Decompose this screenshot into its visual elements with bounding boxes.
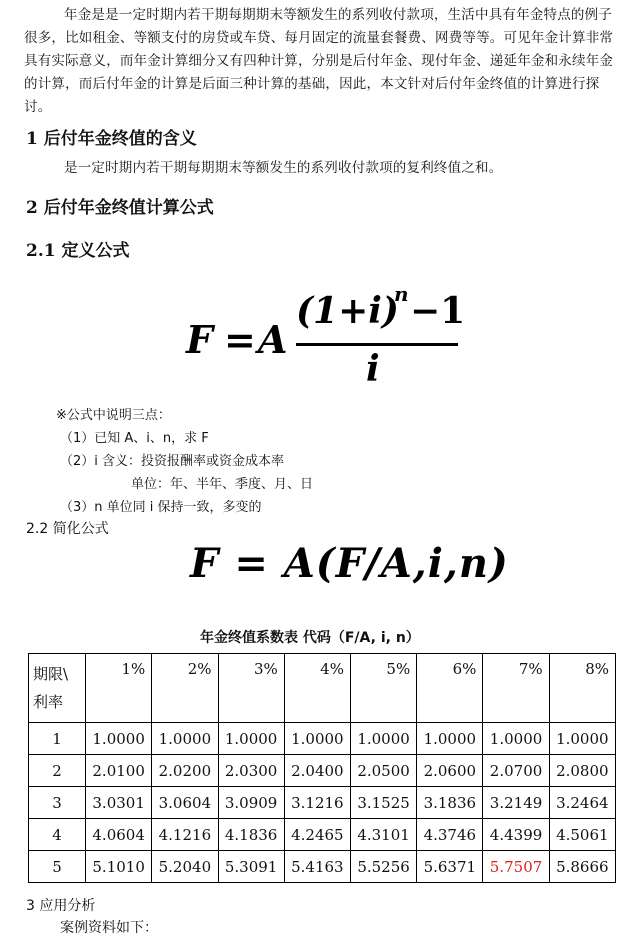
note-1: （1）已知 A、i、n，求 F <box>60 431 209 446</box>
factor-cell: 3.2149 <box>483 787 549 819</box>
table-corner-cell <box>29 654 86 723</box>
period-cell: 4 <box>29 819 86 851</box>
factor-cell: 3.1216 <box>284 787 350 819</box>
table-row <box>29 819 616 851</box>
factor-cell: 5.6371 <box>417 851 483 883</box>
annuity-factor-table <box>28 653 616 883</box>
formula-exponent: n <box>394 282 409 306</box>
factor-cell: 5.1010 <box>86 851 152 883</box>
factor-cell: 4.4399 <box>483 819 549 851</box>
factor-cell: 5.5256 <box>350 851 416 883</box>
factor-cell: 4.1216 <box>152 819 218 851</box>
notes-title: ※公式中说明三点： <box>56 408 171 423</box>
period-cell: 3 <box>29 787 86 819</box>
rate-header: 3% <box>218 654 284 723</box>
table-row <box>29 755 616 787</box>
factor-cell: 3.1525 <box>350 787 416 819</box>
factor-cell: 5.7507 <box>483 851 549 883</box>
formula-equals: = <box>224 317 256 362</box>
factor-cell: 4.0604 <box>86 819 152 851</box>
factor-cell: 5.3091 <box>218 851 284 883</box>
rate-header: 8% <box>549 654 615 723</box>
factor-cell: 5.2040 <box>152 851 218 883</box>
intro-paragraph: 年金是是一定时期内若干期每期期末等额发生的系列收付款项，生活中具有年金特点的例子很多，比如租金、等额支付的房贷或车贷、每月固定的流量套餐费、网费等等。可见年金计算非常具有实际意义，而年金计算细分又有四种计算，分别是后付年金、现付年金、递延年金和永续年金的计算，而后付年金的计算是后面三种计算的基础，因此，本文针对后付年金终值的计算进行探讨。 <box>24 7 614 115</box>
table-caption: 年金终值系数表 代码（F/A, i, n） <box>200 630 420 646</box>
section-2-2-heading: 2.2 简化公式 <box>26 521 109 537</box>
period-cell: 5 <box>29 851 86 883</box>
period-cell: 1 <box>29 723 86 755</box>
note-2-units: 单位：年、半年、季度、月、日 <box>131 477 314 492</box>
corner-rate-label: 利率 <box>33 693 64 711</box>
corner-period-label: 期限\ <box>33 665 69 683</box>
factor-cell: 3.0909 <box>218 787 284 819</box>
factor-cell: 4.2465 <box>284 819 350 851</box>
rate-header: 6% <box>417 654 483 723</box>
section-3-text: 案例资料如下： <box>60 920 158 936</box>
section-1-heading: 1 后付年金终值的含义 <box>26 129 197 149</box>
factor-cell: 3.0301 <box>86 787 152 819</box>
table-header-row <box>29 654 616 723</box>
factor-cell: 2.0100 <box>86 755 152 787</box>
section-2-1-heading: 2.1 定义公式 <box>26 241 130 261</box>
factor-cell: 4.3746 <box>417 819 483 851</box>
factor-cell: 2.0300 <box>218 755 284 787</box>
factor-cell: 3.0604 <box>152 787 218 819</box>
formula-denominator: i <box>366 348 380 390</box>
factor-cell: 2.0800 <box>549 755 615 787</box>
fraction-bar <box>296 343 458 346</box>
formula-f: F <box>186 317 213 362</box>
table-row <box>29 787 616 819</box>
simplified-formula: F = A(F/A,i,n) <box>190 540 509 587</box>
rate-header: 4% <box>284 654 350 723</box>
period-cell: 2 <box>29 755 86 787</box>
factor-cell: 2.0600 <box>417 755 483 787</box>
note-2: （2）i 含义：投资报酬率或资金成本率 <box>60 454 285 469</box>
formula-a: A <box>258 317 288 362</box>
factor-cell: 1.0000 <box>549 723 615 755</box>
factor-cell: 5.4163 <box>284 851 350 883</box>
factor-cell: 1.0000 <box>218 723 284 755</box>
factor-cell: 3.1836 <box>417 787 483 819</box>
formula-minus-one: −1 <box>410 290 466 332</box>
section-1-text: 是一定时期内若干期每期期末等额发生的系列收付款项的复利终值之和。 <box>64 160 503 176</box>
factor-cell: 2.0200 <box>152 755 218 787</box>
factor-cell: 2.0500 <box>350 755 416 787</box>
table-row <box>29 723 616 755</box>
factor-cell: 1.0000 <box>284 723 350 755</box>
factor-cell: 3.2464 <box>549 787 615 819</box>
factor-cell: 4.5061 <box>549 819 615 851</box>
rate-header: 2% <box>152 654 218 723</box>
factor-cell: 5.8666 <box>549 851 615 883</box>
factor-cell: 4.1836 <box>218 819 284 851</box>
formula-numerator-base: (1+i) <box>296 290 399 332</box>
factor-cell: 4.3101 <box>350 819 416 851</box>
rate-header: 7% <box>483 654 549 723</box>
factor-cell: 1.0000 <box>483 723 549 755</box>
factor-cell: 2.0400 <box>284 755 350 787</box>
factor-cell: 1.0000 <box>152 723 218 755</box>
factor-cell: 1.0000 <box>350 723 416 755</box>
factor-cell: 1.0000 <box>417 723 483 755</box>
rate-header: 5% <box>350 654 416 723</box>
table-row <box>29 851 616 883</box>
factor-cell: 1.0000 <box>86 723 152 755</box>
factor-cell: 2.0700 <box>483 755 549 787</box>
note-3: （3）n 单位同 i 保持一致，多变的 <box>60 500 262 515</box>
rate-header: 1% <box>86 654 152 723</box>
section-2-heading: 2 后付年金终值计算公式 <box>26 198 214 218</box>
section-3-heading: 3 应用分析 <box>26 898 96 914</box>
